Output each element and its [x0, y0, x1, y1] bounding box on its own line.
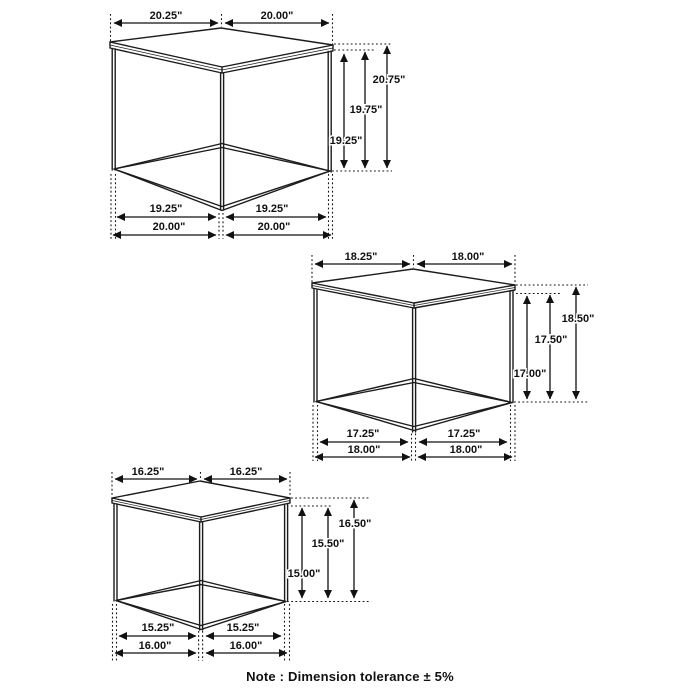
dim-medium-height-mid: 17.50"	[534, 334, 568, 346]
dim-small-top-width-right: 16.25"	[229, 466, 263, 478]
dim-medium-top-width-left: 18.25"	[344, 251, 378, 263]
dim-medium-base-inner-right: 17.25"	[447, 428, 481, 440]
dim-medium-height-inner: 17.00"	[513, 368, 547, 380]
dim-large-base-inner-left: 19.25"	[149, 203, 183, 215]
dim-medium-base-outer-right: 18.00"	[449, 444, 483, 456]
dim-small-base-outer-right: 16.00"	[229, 640, 263, 652]
dim-large-base-outer-right: 20.00"	[257, 221, 291, 233]
dim-large-height-inner: 19.25"	[329, 135, 363, 147]
table-large-dimension-labels	[150, 10, 406, 233]
table-small-tabletop	[112, 481, 290, 522]
table-small-drawing	[112, 466, 371, 661]
table-medium-dimension-labels	[345, 251, 595, 456]
dim-large-height-total: 20.75"	[372, 74, 406, 86]
dim-large-base-inner-right: 19.25"	[255, 203, 289, 215]
table-small-dimension-labels	[132, 466, 372, 652]
table-large-drawing	[110, 10, 405, 239]
dim-medium-base-inner-left: 17.25"	[346, 428, 380, 440]
table-medium-tabletop	[312, 269, 515, 308]
table-large-base-frame	[114, 144, 330, 211]
dim-large-height-mid: 19.75"	[349, 104, 383, 116]
table-medium-base-frame	[316, 379, 512, 431]
dim-small-base-inner-right: 15.25"	[226, 622, 260, 634]
table-large-tabletop	[110, 28, 333, 73]
table-medium-drawing	[312, 251, 594, 461]
dim-large-top-width-left: 20.25"	[149, 10, 183, 22]
dim-small-height-inner: 15.00"	[287, 568, 321, 580]
dim-large-top-width-right: 20.00"	[260, 10, 294, 22]
dim-medium-base-outer-left: 18.00"	[347, 444, 381, 456]
dim-small-top-width-left: 16.25"	[131, 466, 165, 478]
dim-small-base-inner-left: 15.25"	[141, 622, 175, 634]
dim-small-base-outer-left: 16.00"	[138, 640, 172, 652]
table-small-legs	[114, 504, 288, 630]
dim-small-height-total: 16.50"	[338, 518, 372, 530]
tolerance-note: Note : Dimension tolerance ± 5%	[246, 669, 454, 684]
dim-medium-top-width-right: 18.00"	[451, 251, 485, 263]
dim-medium-height-total: 18.50"	[561, 313, 595, 325]
dim-large-base-outer-left: 20.00"	[152, 221, 186, 233]
dim-small-height-mid: 15.50"	[311, 538, 345, 550]
